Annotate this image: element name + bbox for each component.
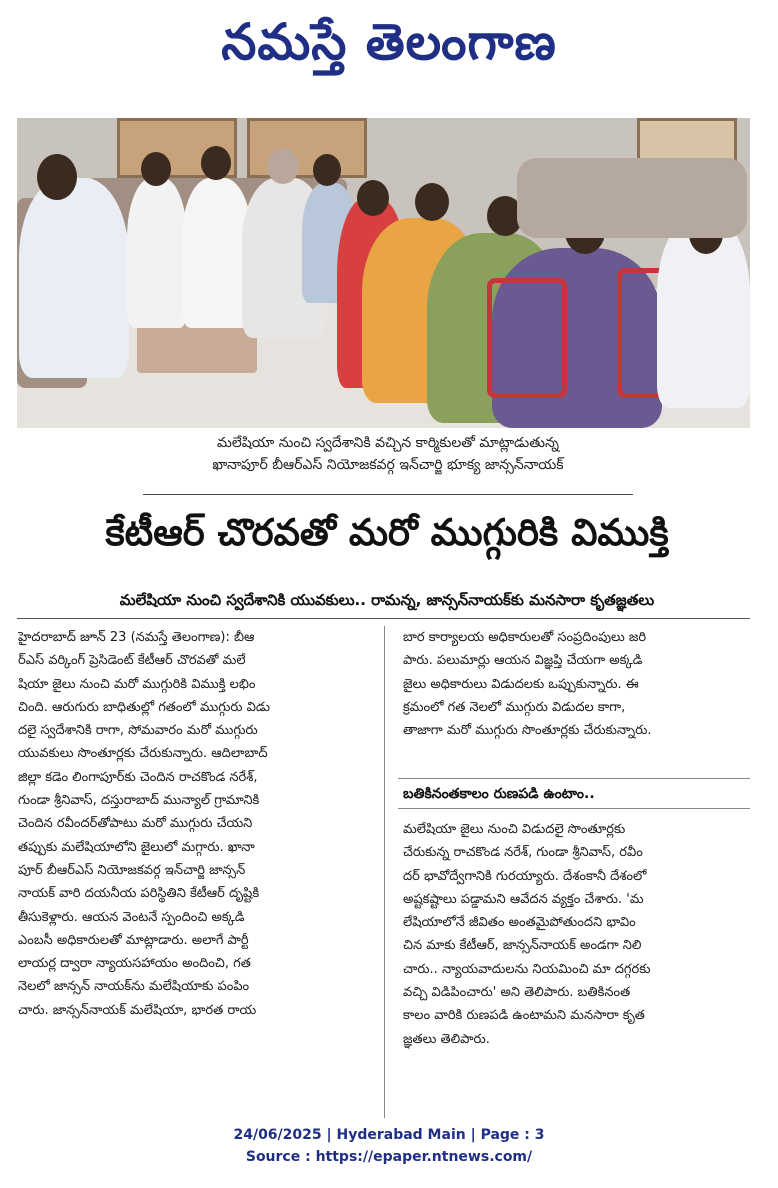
article-headline: కేటీఆర్ చొరవతో మరో ముగ్గురికి విముక్తి — [105, 511, 669, 554]
body-line: చింది. ఆరుగురు బాధితుల్లో గతంలో ముగ్గురు విడు — [18, 699, 271, 715]
photo-person-head — [267, 148, 299, 184]
body-line: వచ్చి విడిపించారు' అని తెలిపారు. బతికినంత — [403, 985, 631, 1001]
article-subheading: బతికినంతకాలం రుణపడి ఉంటాం.. — [403, 786, 595, 802]
body-line: పూర్ బీఆర్ఎస్ నియోజకవర్గ ఇన్‌చార్జి జాన్సన్ — [18, 862, 246, 878]
body-line: తాజాగా మరో ముగ్గురు సొంతూర్లకు చేరుకున్నారు. — [403, 723, 652, 739]
photo-person — [127, 178, 187, 328]
body-line: నెలలో జాన్సన్ నాయక్‌ను మలేషియాకు పంపిం — [18, 979, 250, 995]
article-subheadline: మలేషియా నుంచి స్వదేశానికి యువకులు.. రామన్న, జాన్సన్‌నాయక్‌కు మనసారా కృతజ్ఞతలు — [119, 591, 655, 609]
body-line: హైదరాబాద్ జూన్ 23 (నమస్తే తెలంగాణ): బీఆ — [18, 630, 255, 645]
body-line: ఎంబసీ అధికారులతో మాట్లాడారు. అలాగే పార్టీ — [18, 932, 249, 948]
body-line: చేరుకున్న రాచకొండ నరేశ్, గుండా శ్రీనివాస్, రవీం — [403, 845, 643, 861]
photo-chair — [487, 278, 567, 398]
body-line: మలేషియా జైలు నుంచి విడుదలై సొంతూర్లకు — [403, 822, 626, 837]
body-line: క్రమంలో గత నెలలో ముగ్గురు విడుదల కాగా, — [403, 699, 626, 715]
photo-person-head — [141, 152, 171, 186]
page-footer — [0, 1124, 778, 1168]
photo-person — [19, 178, 129, 378]
news-photo — [17, 118, 750, 428]
body-line: చెందిన రవీందర్‌తోపాటు మరో ముగ్గురు చేయని — [18, 816, 253, 832]
caption-divider — [143, 494, 633, 495]
body-line: యువకులు సొంతూర్లకు చేరుకున్నారు. ఆదిలాబాద్ — [18, 746, 268, 762]
body-line: చిన మాకు కేటీఆర్, జాన్సన్‌నాయక్ అండగా నిలి — [403, 938, 642, 954]
article-column-right-continued — [403, 818, 755, 1051]
photo-caption — [143, 432, 633, 476]
body-line: చారు.. న్యాయవాదులను నియమించి మా దగ్గరకు — [403, 961, 651, 977]
body-line: ర్ఎస్ వర్కింగ్ ప్రెసిడెంట్ కేటీఆర్ చొరవతో మలే — [18, 653, 246, 669]
body-line: లాయర్ల ద్వారా న్యాయసహాయం అందించి, గత — [18, 956, 251, 972]
column-divider — [384, 626, 385, 1118]
body-line: దర్ భావోద్వేగానికి గురయ్యారు. దేశంకానీ దేశంలో — [403, 868, 647, 884]
photo-person-head — [415, 183, 449, 221]
body-line: లేషియాలోనే జీవితం అంతమైపోతుందని భావిం — [403, 915, 636, 931]
body-line: పారు. పలుమార్లు ఆయన విజ్ఞప్తి చేయగా అక్కడి — [403, 653, 643, 669]
body-line: కాలం వారికి రుణపడి ఉంటామని మనసారా కృత — [403, 1008, 645, 1024]
subheading-divider — [398, 778, 750, 779]
photo-person-head — [357, 180, 389, 216]
body-line: బార కార్యాలయ అధికారులతో సంప్రదింపులు జరి — [403, 630, 647, 645]
newspaper-masthead: నమస్తే తెలంగాణ — [221, 13, 557, 71]
body-line: జిల్లా కడెం లింగాపూర్‌కు చెందిన రాచకొండ నరేశ్, — [18, 769, 258, 785]
photo-window — [247, 118, 367, 178]
body-line: చారు. జాన్సన్‌నాయక్ మలేషియా, భారత రాయ — [18, 1002, 257, 1018]
body-line: అష్టకష్టాలు పడ్డామని ఆవేదన వ్యక్తం చేశారు. 'మ — [403, 891, 644, 907]
body-line: నాయక్ వారి దయనీయ పరిస్థితిని కేటీఆర్ దృష్టికి — [18, 886, 260, 902]
article-column-right — [403, 626, 755, 742]
body-line: దలై స్వదేశానికి రాగా, సోమవారం మరో ముగ్గురు — [18, 723, 258, 739]
body-line: తీసుకెళ్లారు. ఆయన వెంటనే స్పందించి అక్కడి — [18, 909, 245, 925]
body-line: గుండా శ్రీనివాస్, దస్తురాబాద్ మున్యాల్ గ్రామానికి — [18, 793, 260, 809]
article-column-left — [18, 626, 368, 1022]
body-line: జైలు అధికారులు విడుదలకు ఒప్పుకున్నారు. ఈ — [403, 676, 639, 692]
body-line: షియా జైలు నుంచి మరో ముగ్గురికి విముక్తి లభిం — [18, 676, 256, 692]
photo-person-head — [37, 154, 77, 200]
body-line: తప్పుకు మలేషియాలోని జైలులో మగ్గారు. ఖానా — [18, 839, 255, 855]
photo-person-head — [313, 154, 341, 186]
photo-person-head — [201, 146, 231, 180]
body-line: జ్ఞతలు తెలిపారు. — [403, 1031, 490, 1047]
source-link[interactable]: Source : https://epaper.ntnews.com/ — [245, 1149, 533, 1165]
photo-person — [517, 158, 747, 238]
caption-line: మలేషియా నుంచి స్వదేశానికి వచ్చిన కార్మికులతో మాట్లాడుతున్న — [217, 435, 559, 451]
edition-info: 24/06/2025 | Hyderabad Main | Page : 3 — [233, 1127, 545, 1143]
caption-line: ఖానాపూర్ బీఆర్ఎస్ నియోజకవర్గ ఇన్‌చార్జి భూక్య జాన్సన్‌నాయక్ — [212, 457, 564, 473]
subhead-divider — [17, 618, 750, 619]
subheading-divider — [398, 808, 750, 809]
